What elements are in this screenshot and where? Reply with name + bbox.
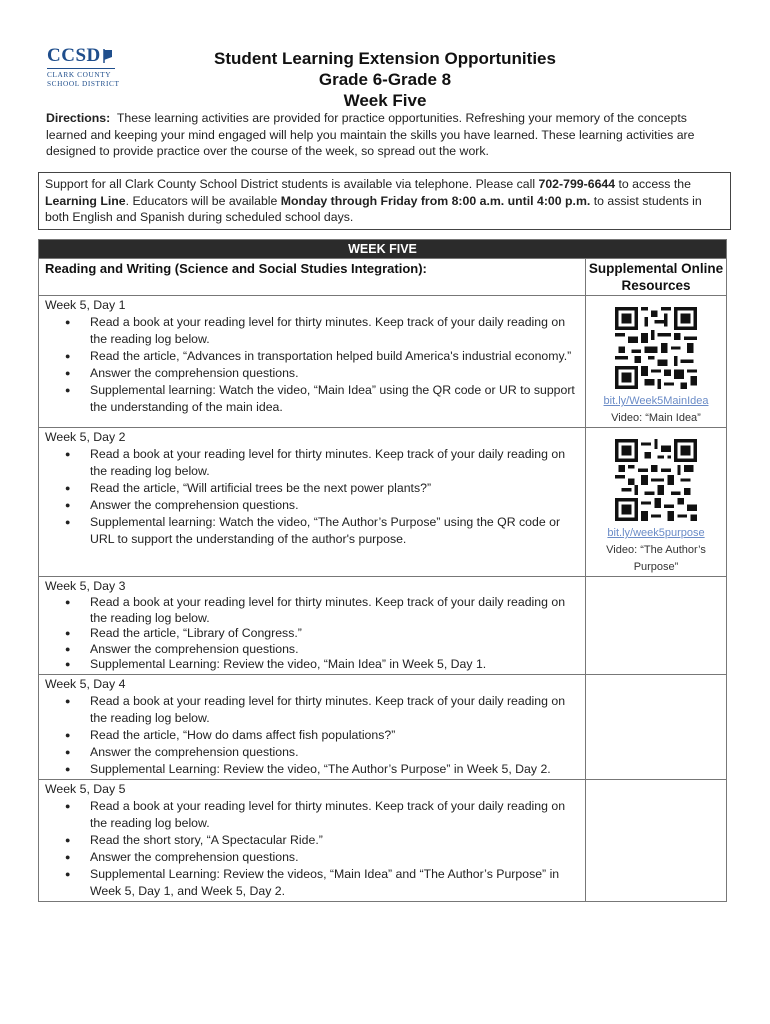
day-cell [39, 428, 586, 577]
table-row [39, 674, 727, 779]
activity-list [45, 446, 579, 548]
column-header-row [39, 259, 727, 296]
table-row [39, 779, 727, 901]
learning-line-name: Learning Line [45, 193, 126, 208]
support-text: Support for all Clark County School District students is available via telephone. Please call [45, 177, 539, 191]
table-header-row [39, 240, 727, 259]
logo-line2: SCHOOL DISTRICT [47, 79, 120, 88]
qr-code-icon[interactable] [615, 439, 697, 521]
list-item: ● Supplemental Learning: Review the videos, “Main Idea” and “The Author’s Purpose” in Week 5, Day 1, and Week 5, Day 2. [90, 866, 579, 900]
table-row [39, 296, 727, 428]
list-item: ● Read the article, “How do dams affect fish populations?” [90, 727, 579, 744]
list-item: ● Answer the comprehension questions. [90, 744, 579, 761]
list-item: ● Answer the comprehension questions. [90, 365, 579, 382]
title-line2: Grade 6-Grade 8 [318, 70, 452, 89]
list-item: ● Supplemental Learning: Review the video, “The Author’s Purpose” in Week 5, Day 2. [90, 761, 579, 778]
day-cell [39, 296, 586, 428]
support-text: to access the [615, 177, 691, 191]
day-title: Week 5, Day 2 [45, 430, 126, 444]
activity-list [45, 314, 579, 416]
day-title: Week 5, Day 4 [45, 676, 126, 691]
activity-list [45, 798, 579, 900]
page-title [150, 48, 620, 111]
support-text: . Educators will be available [125, 193, 281, 208]
resource-cell [586, 296, 727, 428]
list-item: ● Answer the comprehension questions. [90, 849, 579, 866]
directions-label: Directions: [46, 111, 111, 125]
week-header: WEEK FIVE [39, 240, 727, 259]
resource-caption: Video: “Main Idea” [611, 412, 701, 424]
logo-line1: CLARK COUNTY [47, 70, 112, 79]
list-item: ● Read a book at your reading level for thirty minutes. Keep track of your daily reading on the reading log below. [90, 446, 579, 480]
qr-code-icon[interactable] [615, 307, 697, 389]
support-text: to assist students in both English and Spanish during scheduled school days. [45, 193, 702, 224]
list-item: ● Read the article, “Advances in transportation helped build America's industrial economy.” [90, 348, 579, 365]
resource-link[interactable]: bit.ly/week5purpose [607, 527, 705, 539]
list-item: ● Supplemental learning: Watch the video, “The Author’s Purpose” using the QR code or URL to support the understanding of the author's purpose. [90, 514, 579, 548]
table-row [39, 428, 727, 577]
column-header-reading: Reading and Writing (Science and Social Studies Integration): [39, 259, 586, 296]
directions [46, 110, 730, 160]
day-cell [39, 674, 586, 779]
list-item: ● Answer the comprehension questions. [90, 642, 579, 658]
list-item: ● Read a book at your reading level for thirty minutes. Keep track of your daily reading on the reading log below. [90, 693, 579, 727]
list-item: ● Read a book at your reading level for thirty minutes. Keep track of your daily reading on the reading log below. [90, 314, 579, 348]
support-phone: 702-799-6644 [538, 177, 616, 191]
list-item: ● Read the article, “Library of Congress.” [90, 626, 579, 642]
day-cell [39, 779, 586, 901]
logo-abbr: CCSD [47, 46, 127, 66]
resource-caption: Video: “The Author’s Purpose” [606, 544, 706, 573]
resource-cell-empty [586, 674, 727, 779]
day-title: Week 5, Day 5 [45, 781, 126, 796]
week-five-table [38, 239, 727, 902]
list-item: ● Read the short story, “A Spectacular Ride.” [90, 832, 579, 849]
day-title: Week 5, Day 1 [45, 298, 126, 312]
day-cell [39, 577, 586, 675]
district-flag-icon [103, 49, 113, 63]
list-item: ● Supplemental Learning: Review the video, “Main Idea” in Week 5, Day 1. [90, 657, 579, 673]
title-line1: Student Learning Extension Opportunities [214, 49, 556, 68]
title-line3: Week Five [343, 91, 427, 110]
table-row [39, 577, 727, 675]
logo-divider [47, 68, 115, 69]
activity-list [45, 693, 579, 778]
resource-cell [586, 428, 727, 577]
list-item: ● Read a book at your reading level for thirty minutes. Keep track of your daily reading on the reading log below. [90, 798, 579, 832]
support-box [38, 172, 731, 230]
resource-link[interactable]: bit.ly/Week5MainIdea [603, 395, 709, 407]
resource-cell-empty [586, 577, 727, 675]
list-item: ● Read the article, “Will artificial trees be the next power plants?” [90, 480, 579, 497]
day-title: Week 5, Day 3 [45, 579, 126, 593]
resource-cell-empty [586, 779, 727, 901]
support-hours: Monday through Friday from 8:00 a.m. until 4:00 p.m. [280, 193, 591, 208]
list-item: ● Supplemental learning: Watch the video, “Main Idea” using the QR code or UR to support the understanding of the main idea. [90, 382, 579, 416]
ccsd-logo [47, 46, 127, 88]
column-header-resources: Supplemental Online Resources [586, 259, 727, 296]
directions-text: These learning activities are provided for practice opportunities. Refreshing your memory of the concepts learned and keeping your mind engaged will help you maintain the skills you have learned. These learning activities are designed to provide practice over the course of the week, so spread out the work. [46, 111, 695, 158]
activity-list [45, 595, 579, 673]
list-item: ● Answer the comprehension questions. [90, 497, 579, 514]
list-item: ● Read a book at your reading level for thirty minutes. Keep track of your daily reading on the reading log below. [90, 595, 579, 626]
